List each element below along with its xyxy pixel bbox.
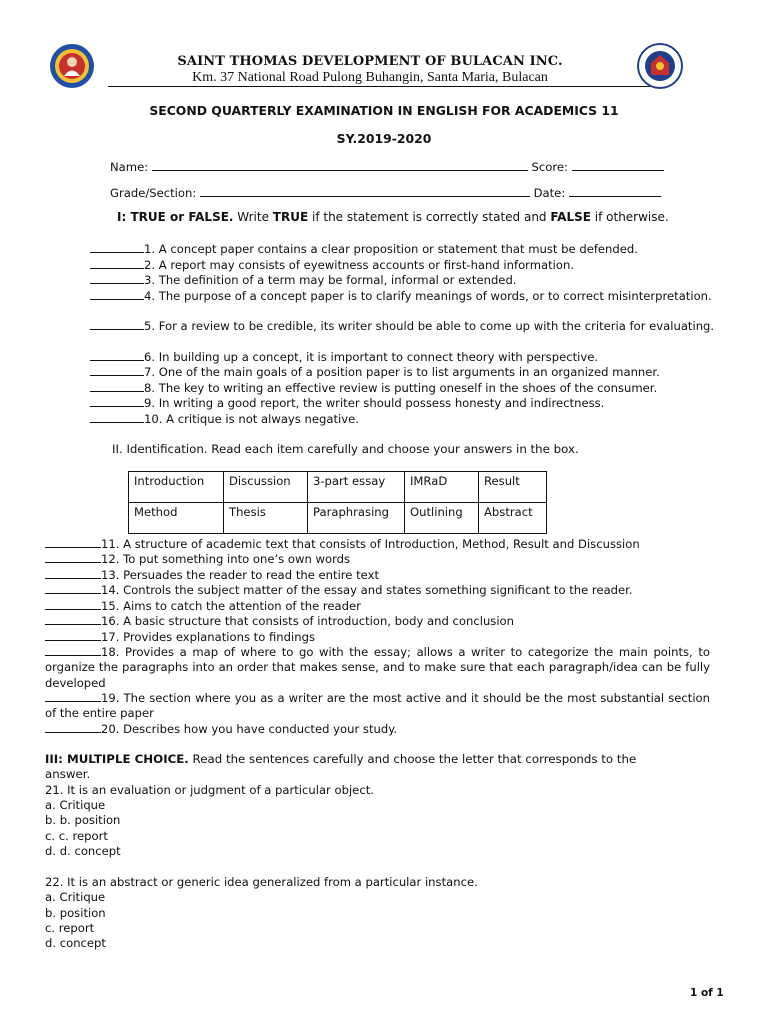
id-item-14: 14. Controls the subject matter of the essay and states something significant to the reader. — [45, 582, 633, 598]
answer-blank[interactable] — [45, 629, 101, 641]
answer-blank[interactable] — [90, 364, 144, 376]
answer-blank[interactable] — [45, 536, 101, 548]
answer-blank[interactable] — [45, 582, 101, 594]
id-item-12: 12. To put something into one’s own words — [45, 551, 350, 567]
tf-item-9: 9. In writing a good report, the writer should possess honesty and indirectness. — [90, 395, 604, 411]
choice-cell: Abstract — [479, 503, 547, 534]
header-divider — [108, 86, 650, 87]
answer-blank[interactable] — [90, 318, 144, 330]
school-name: SAINT THOMAS DEVELOPMENT OF BULACAN INC. — [177, 54, 563, 69]
school-address: Km. 37 National Road Pulong Buhangin, Santa Maria, Bulacan — [192, 70, 548, 85]
date-field[interactable] — [569, 184, 661, 197]
date-label: Date: — [533, 186, 566, 200]
school-year: SY.2019-2020 — [336, 131, 432, 146]
name-score-row — [110, 158, 664, 174]
id-item-18: 18. Provides a map of where to go with the essay; allows a writer to categorize the main points, to organize the paragraphs into an order that makes sense, and to make sure that each paragraph/idea can be fully developed — [45, 645, 710, 690]
mc-option[interactable]: b. position — [45, 906, 106, 920]
name-label: Name: — [110, 160, 149, 174]
id-item-17: 17. Provides explanations to findings — [45, 629, 315, 645]
mc-option[interactable]: c. c. report — [45, 829, 108, 843]
choice-cell: IMRaD — [405, 472, 479, 503]
section-3-heading: III: MULTIPLE CHOICE. Read the sentences carefully and choose the letter that corresponds to the — [45, 752, 637, 766]
id-item-19: 19. The section where you as a writer are the most active and it should be the most substantial section of the entire paper — [45, 691, 710, 721]
choice-cell: Outlining — [405, 503, 479, 534]
grade-section-field[interactable] — [200, 184, 530, 197]
choice-cell: Result — [479, 472, 547, 503]
answer-blank[interactable] — [45, 644, 101, 656]
score-field[interactable] — [572, 158, 664, 171]
mc-option[interactable]: b. b. position — [45, 813, 121, 827]
section-3-heading-cont: answer. — [45, 767, 91, 781]
id-item-16: 16. A basic structure that consists of introduction, body and conclusion — [45, 613, 514, 629]
tf-item-3: 3. The definition of a term may be formal, informal or extended. — [90, 272, 516, 288]
mc-option[interactable]: c. report — [45, 921, 95, 935]
tf-item-4: 4. The purpose of a concept paper is to clarify meanings of words, or to correct misinterpretation. — [90, 288, 722, 304]
choices-row — [129, 472, 547, 503]
choice-cell: Introduction — [129, 472, 224, 503]
answer-choices-box — [128, 471, 547, 534]
tf-item-8: 8. The key to writing an effective review is putting oneself in the shoes of the consumer. — [90, 380, 657, 396]
tf-item-5: 5. For a review to be credible, its writer should be able to come up with the criteria for evaluating. — [90, 318, 722, 334]
name-field[interactable] — [152, 158, 528, 171]
answer-blank[interactable] — [90, 411, 144, 423]
mc-option[interactable]: d. d. concept — [45, 844, 121, 858]
mc-option[interactable]: a. Critique — [45, 890, 106, 904]
choice-cell: 3-part essay — [308, 472, 405, 503]
grade-date-row — [110, 184, 661, 200]
mc-question-21: 21. It is an evaluation or judgment of a particular object. — [45, 783, 374, 797]
mc-option[interactable]: a. Critique — [45, 798, 106, 812]
choice-cell: Method — [129, 503, 224, 534]
page-number: 1 of 1 — [690, 987, 724, 999]
answer-blank[interactable] — [90, 257, 144, 269]
exam-title: SECOND QUARTERLY EXAMINATION IN ENGLISH FOR ACADEMICS 11 — [149, 103, 619, 118]
answer-blank[interactable] — [45, 567, 101, 579]
id-item-15: 15. Aims to catch the attention of the reader — [45, 598, 361, 614]
answer-blank[interactable] — [45, 613, 101, 625]
school-seal-icon — [49, 43, 95, 89]
choice-cell: Discussion — [224, 472, 308, 503]
tf-item-10: 10. A critique is not always negative. — [90, 411, 359, 427]
tf-item-6: 6. In building up a concept, it is important to connect theory with perspective. — [90, 349, 598, 365]
tf-item-1: 1. A concept paper contains a clear proposition or statement that must be defended. — [90, 241, 638, 257]
deped-seal-icon — [637, 43, 683, 89]
mc-question-22: 22. It is an abstract or generic idea generalized from a particular instance. — [45, 875, 478, 889]
tf-item-2: 2. A report may consists of eyewitness accounts or first-hand information. — [90, 257, 574, 273]
answer-blank[interactable] — [90, 288, 144, 300]
section-1-heading: I: TRUE or FALSE. Write TRUE if the statement is correctly stated and FALSE if otherwise. — [117, 210, 669, 224]
choice-cell: Paraphrasing — [308, 503, 405, 534]
answer-blank[interactable] — [45, 598, 101, 610]
choice-cell: Thesis — [224, 503, 308, 534]
choices-row — [129, 503, 547, 534]
answer-blank[interactable] — [90, 380, 144, 392]
tf-item-7: 7. One of the main goals of a position paper is to list arguments in an organized manner. — [90, 364, 660, 380]
answer-blank[interactable] — [90, 349, 144, 361]
id-item-13: 13. Persuades the reader to read the entire text — [45, 567, 379, 583]
id-item-20: 20. Describes how you have conducted your study. — [45, 721, 397, 737]
id-item-11: 11. A structure of academic text that consists of Introduction, Method, Result and Discussion — [45, 536, 640, 552]
grade-section-label: Grade/Section: — [110, 186, 197, 200]
answer-blank[interactable] — [90, 241, 144, 253]
mc-option[interactable]: d. concept — [45, 936, 106, 950]
answer-blank[interactable] — [45, 551, 101, 563]
answer-blank[interactable] — [90, 272, 144, 284]
section-2-heading: II. Identification. Read each item carefully and choose your answers in the box. — [112, 442, 579, 456]
section-3-label: III: MULTIPLE CHOICE. — [45, 752, 189, 766]
answer-blank[interactable] — [90, 395, 144, 407]
section-1-label: I: TRUE or FALSE. — [117, 210, 234, 224]
answer-blank[interactable] — [45, 690, 101, 702]
score-label: Score: — [531, 160, 568, 174]
answer-blank[interactable] — [45, 721, 101, 733]
